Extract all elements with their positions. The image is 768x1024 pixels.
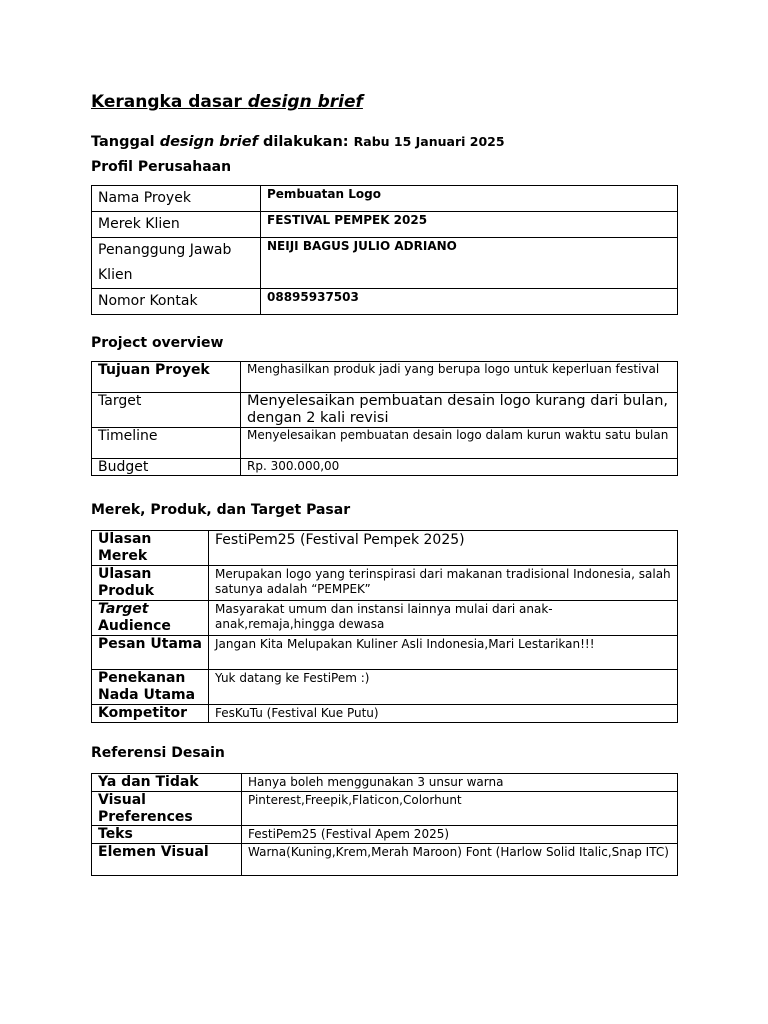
row-value: FESTIVAL PEMPEK 2025 bbox=[261, 212, 678, 238]
table-row bbox=[92, 792, 678, 826]
row-label: Kompetitor bbox=[92, 705, 209, 723]
profil-table bbox=[91, 185, 678, 315]
table-row bbox=[92, 362, 678, 393]
row-label: Teks bbox=[92, 826, 242, 844]
row-label: Target bbox=[92, 393, 241, 428]
table-row bbox=[92, 601, 678, 636]
row-label: Timeline bbox=[92, 428, 241, 459]
title-italic-text: design brief bbox=[247, 92, 363, 112]
date-value: Rabu 15 Januari 2025 bbox=[353, 134, 505, 149]
row-value: NEIJI BAGUS JULIO ADRIANO bbox=[261, 238, 678, 289]
row-value: Menghasilkan produk jadi yang berupa logo untuk keperluan festival bbox=[241, 362, 678, 393]
referensi-table bbox=[91, 773, 678, 876]
row-label: Penanggung Jawab Klien bbox=[92, 238, 261, 289]
row-label: Budget bbox=[92, 459, 241, 476]
row-label: Merek Klien bbox=[92, 212, 261, 238]
table-row bbox=[92, 566, 678, 601]
merek-table bbox=[91, 530, 678, 723]
row-value: Pinterest,Freepik,Flaticon,Colorhunt bbox=[242, 792, 678, 826]
row-value: Yuk datang ke FestiPem :) bbox=[209, 670, 678, 705]
table-row bbox=[92, 774, 678, 792]
date-prefix: Tanggal bbox=[91, 134, 160, 150]
row-label: Pesan Utama bbox=[92, 636, 209, 670]
row-value: Menyelesaikan pembuatan desain logo dalam kurun waktu satu bulan bbox=[241, 428, 678, 459]
section-heading-overview: Project overview bbox=[91, 335, 224, 351]
table-row bbox=[92, 186, 678, 212]
table-row bbox=[92, 238, 678, 289]
row-label: Tujuan Proyek bbox=[92, 362, 241, 393]
row-value: FesKuTu (Festival Kue Putu) bbox=[209, 705, 678, 723]
row-value: FestiPem25 (Festival Pempek 2025) bbox=[209, 531, 678, 566]
row-value: Hanya boleh menggunakan 3 unsur warna bbox=[242, 774, 678, 792]
row-label: Ulasan Merek bbox=[92, 531, 209, 566]
row-value: Merupakan logo yang terinspirasi dari makanan tradisional Indonesia, salah satunya adalah “PEMPEK” bbox=[209, 566, 678, 601]
table-row bbox=[92, 531, 678, 566]
table-row bbox=[92, 705, 678, 723]
row-label: Nama Proyek bbox=[92, 186, 261, 212]
row-label-rest: Audience bbox=[98, 618, 171, 634]
table-row bbox=[92, 289, 678, 315]
date-italic: design brief bbox=[159, 134, 258, 150]
row-value: Pembuatan Logo bbox=[261, 186, 678, 212]
table-row bbox=[92, 393, 678, 428]
table-row bbox=[92, 826, 678, 844]
row-value: FestiPem25 (Festival Apem 2025) bbox=[242, 826, 678, 844]
row-label: Visual Preferences bbox=[92, 792, 242, 826]
row-label: Ya dan Tidak bbox=[92, 774, 242, 792]
row-value: Menyelesaikan pembuatan desain logo kurang dari bulan, dengan 2 kali revisi bbox=[241, 393, 678, 428]
row-value: Warna(Kuning,Krem,Merah Maroon) Font (Harlow Solid Italic,Snap ITC) bbox=[242, 843, 678, 875]
document-title bbox=[91, 92, 363, 112]
row-label: Nomor Kontak bbox=[92, 289, 261, 315]
row-value: Rp. 300.000,00 bbox=[241, 459, 678, 476]
section-heading-profil: Profil Perusahaan bbox=[91, 159, 232, 175]
table-row bbox=[92, 459, 678, 476]
row-label bbox=[92, 601, 209, 636]
title-text: Kerangka dasar bbox=[91, 92, 248, 112]
table-row bbox=[92, 843, 678, 875]
brief-date-line bbox=[91, 134, 505, 150]
section-heading-referensi: Referensi Desain bbox=[91, 745, 225, 761]
table-row bbox=[92, 670, 678, 705]
overview-table bbox=[91, 361, 678, 476]
table-row bbox=[92, 212, 678, 238]
row-label: Elemen Visual bbox=[92, 843, 242, 875]
row-label: Ulasan Produk bbox=[92, 566, 209, 601]
row-value: Jangan Kita Melupakan Kuliner Asli Indonesia,Mari Lestarikan!!! bbox=[209, 636, 678, 670]
section-heading-merek: Merek, Produk, dan Target Pasar bbox=[91, 502, 351, 518]
date-suffix: dilakukan: bbox=[257, 134, 354, 150]
table-row bbox=[92, 636, 678, 670]
table-row bbox=[92, 428, 678, 459]
row-label: Penekanan Nada Utama bbox=[92, 670, 209, 705]
row-value: 08895937503 bbox=[261, 289, 678, 315]
row-value: Masyarakat umum dan instansi lainnya mulai dari anak-anak,remaja,hingga dewasa bbox=[209, 601, 678, 636]
row-label-italic: Target bbox=[98, 601, 149, 617]
